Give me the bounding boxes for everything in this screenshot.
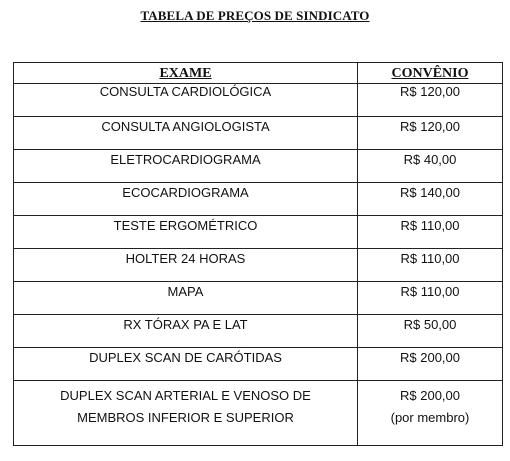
table-row: [14, 84, 503, 117]
exam-line-1: DUPLEX SCAN ARTERIAL E VENOSO DE: [60, 388, 311, 403]
table-row: [14, 150, 503, 183]
header-exam: EXAME: [14, 63, 358, 84]
exam-cell: RX TÓRAX PA E LAT: [14, 315, 358, 348]
price-cell: R$ 110,00: [358, 249, 503, 282]
price-cell: R$ 120,00: [358, 84, 503, 117]
header-price: CONVÊNIO: [358, 63, 503, 84]
exam-cell: TESTE ERGOMÉTRICO: [14, 216, 358, 249]
exam-cell: ELETROCARDIOGRAMA: [14, 150, 358, 183]
table-row: [14, 315, 503, 348]
price-cell: R$ 120,00: [358, 117, 503, 150]
price-cell: R$ 40,00: [358, 150, 503, 183]
table-header-row: [14, 63, 503, 84]
price-cell: R$ 50,00: [358, 315, 503, 348]
page-title: TABELA DE PREÇOS DE SINDICATO: [140, 8, 370, 23]
table-row: [14, 216, 503, 249]
exam-cell: DUPLEX SCAN DE CARÓTIDAS: [14, 348, 358, 381]
price-cell: R$ 110,00: [358, 282, 503, 315]
exam-cell: HOLTER 24 HORAS: [14, 249, 358, 282]
price-cell: R$ 200,00: [358, 348, 503, 381]
exam-line-2: MEMBROS INFERIOR E SUPERIOR: [77, 410, 294, 425]
price-note: (por membro): [390, 410, 470, 425]
price-cell: [358, 381, 503, 446]
exam-cell: MAPA: [14, 282, 358, 315]
table-row: [14, 117, 503, 150]
price-table: [13, 62, 503, 446]
table-row: [14, 183, 503, 216]
price-value: R$ 200,00: [400, 388, 460, 403]
table-row: [14, 381, 503, 446]
exam-cell: CONSULTA CARDIOLÓGICA: [14, 84, 358, 117]
exam-cell: ECOCARDIOGRAMA: [14, 183, 358, 216]
table-row: [14, 282, 503, 315]
table-row: [14, 348, 503, 381]
table-row: [14, 249, 503, 282]
exam-cell: [14, 381, 358, 446]
price-cell: R$ 110,00: [358, 216, 503, 249]
price-cell: R$ 140,00: [358, 183, 503, 216]
exam-cell: CONSULTA ANGIOLOGISTA: [14, 117, 358, 150]
